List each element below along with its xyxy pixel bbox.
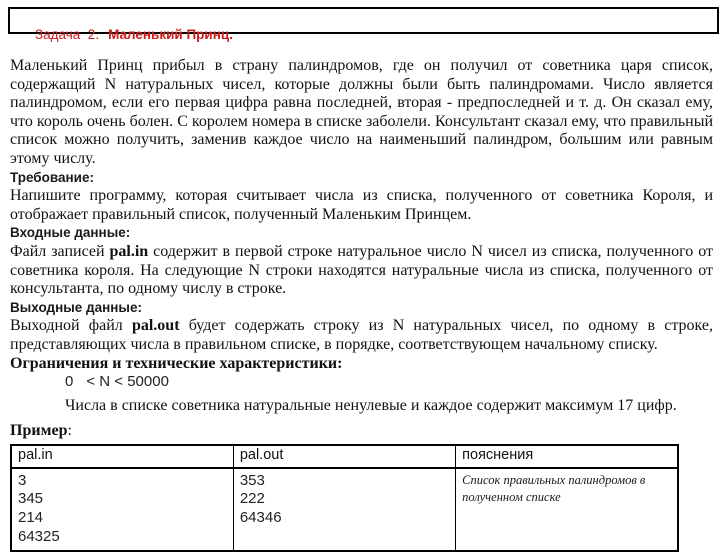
document-body [10, 57, 713, 552]
output-filename: pal.out [131, 317, 180, 335]
column-header-pal-out: pal.out [233, 445, 455, 468]
input-line: 214 [18, 509, 44, 527]
input-text-after: содержит в первой строке натуральное число N чисел из списка, полученного от советника короля. На следующие N строки находятся натуральные числа из списка, полученного от консультанта, по одному числу в строке. [10, 242, 713, 298]
task-number: Задача 2. [35, 27, 100, 42]
example-table-header-row [11, 445, 678, 468]
output-line: 353 [239, 471, 265, 489]
cell-explanation-note: Список правильных палиндромов в полученном списке [456, 468, 678, 551]
input-line: 3 [18, 471, 27, 489]
example-heading-colon: : [67, 422, 72, 440]
example-table [10, 444, 679, 552]
n-range-value: < N < 50000 [86, 373, 169, 391]
constraints-note: Числа в списке советника натуральные ненулевые и каждое содержит максимум 17 цифр. [65, 396, 677, 414]
task-name: Маленький Принц. [108, 27, 233, 42]
output-text-after: будет содержать строку из N натуральных чисел, по одному в строке, представляющих числа в правильном списке, в порядке, соответствующем начальному списку. [10, 317, 713, 353]
input-line: 345 [18, 490, 44, 508]
column-header-pal-in: pal.in [11, 445, 233, 468]
cell-output-data [233, 468, 455, 551]
n-range-line [10, 373, 713, 392]
requirement-heading: Требование: [10, 169, 94, 185]
output-line: 222 [239, 490, 265, 508]
requirement-text: Напишите программу, которая считывает числа из списка, полученного от советника Короля, и отображает правильный список, полученный Маленьким Принцем. [10, 187, 713, 223]
example-heading-word: Пример [10, 422, 68, 440]
cell-input-data [11, 468, 233, 551]
output-text [10, 317, 713, 354]
output-line: 64346 [239, 509, 282, 527]
task-title-box [8, 7, 719, 42]
constraints-heading: Ограничения и технические характеристики: [10, 354, 343, 372]
input-heading: Входные данные: [10, 225, 131, 241]
example-table-data-row [11, 468, 678, 551]
intro-paragraph: Маленький Принц прибыл в страну палиндромов, где он получил от советника царя список, содержащий N натуральных чисел, которые должны были быть палиндромами. Число является палиндромом, если его первая цифра равна последней, вторая - предпоследней и т. д. Он сказал ему, что король очень болен. С королем номера в списке заболели. Консультант сказал ему, что правильный список можно получить, заменив каждое число на наименьший палиндром, большим или равным этому числу. [10, 57, 713, 167]
output-text-before: Выходной файл [10, 317, 132, 335]
n-range-zero: 0 [65, 373, 74, 391]
output-heading: Выходные данные: [10, 299, 142, 315]
example-heading [10, 422, 713, 441]
column-header-explanations: пояснения [456, 445, 678, 468]
input-filename: pal.in [109, 242, 149, 260]
input-text [10, 243, 713, 299]
input-text-before: Файл записей [10, 242, 110, 260]
input-line: 64325 [18, 527, 60, 545]
